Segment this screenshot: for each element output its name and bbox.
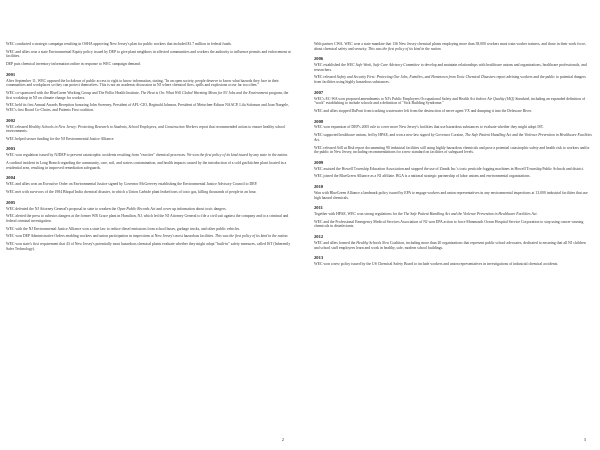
entry-italic-text: This was the first policy of its kind in the nation. <box>215 234 289 239</box>
entry-text: WEC co-sponsored with the BlueGreen Working Group and The Pollio Health Institute, <box>6 91 141 96</box>
year-heading: 2009 <box>314 159 324 165</box>
timeline-entry <box>314 220 592 229</box>
timeline-entry <box>6 50 292 59</box>
timeline-entry <box>6 207 292 212</box>
timeline-entry <box>314 63 592 72</box>
year-heading: 2008 <box>314 118 324 124</box>
entry-text: WEC held its first Annual Awards Reception honoring John Sweeney, President of AFL-CIO, Reginald Johnson, President of Metuchen-Edison NAACP, Lila Solomon and Joan Naegele, WEC's first Board Co-Chairs, and Patients First coalition. <box>6 103 289 112</box>
timeline-entry <box>314 109 592 114</box>
entry-italic-text: This was the first policy of its kind in the nation. <box>368 46 442 51</box>
entry-italic-text: Open Public Records Act <box>117 206 156 211</box>
entry-text: WEC helped secure funding for the NJ Environmental Justice Alliance. <box>6 136 115 141</box>
entry-text: WEC and the Professional Emergency Medical Services Association of NJ won EPA action to force Monmouth Ocean Hospital Service Corporation to stop using cancer-causing chemicals in disinfectants. <box>314 219 584 229</box>
entry-text: WEC's EC-WA won proposed amendments to NJ's Public Employees Occupational Safety and Health Act <box>314 96 477 101</box>
entry-italic-text: We won the first policy of its kind issued by any state in the nation. <box>186 153 289 158</box>
entry-text: WEC and allies formed the <box>314 240 357 245</box>
entry-italic-text: The Safe Patient Handling Act <box>464 133 512 138</box>
entry-text: WEC alerted the press to asbestos dangers at the former WR Grace plant in Hamilton, NJ, which led the NJ Attorney General to file a civil suit against the company and to a criminal and federal criminal investigation. <box>6 214 289 223</box>
timeline-entry <box>314 174 592 179</box>
timeline-entry <box>6 190 292 195</box>
timeline-entry <box>6 125 292 134</box>
entry-text: WEC met with survivors of the 1984 Bhopal India chemical disaster, in which a Union Carbide plant leaked tons of toxic gas, killing thousands of people in an hour. <box>6 190 257 195</box>
entry-italic-text: The Heat is On: What Will Global Warming Mean for NJ Jobs and the Environment <box>140 91 268 96</box>
timeline-entry <box>6 42 292 47</box>
entry-text: WEC won a new policy issued by the US Chemical Safety Board to include workers and union representatives in investigations of industrial chemical accidents. <box>314 262 559 267</box>
entry-text: , including an expanded definition of "work" establishing to include schools and a definition of "Sick Building Syndrome." <box>314 96 586 106</box>
entry-text: Together with HPAE, WEC won strong regulations for the <box>314 212 404 217</box>
year-heading: 2010 <box>314 184 324 190</box>
timeline-entry <box>314 97 592 106</box>
timeline-entry <box>314 75 592 84</box>
entry-text: WEC defeated the NJ Attorney General's proposal in state to weaken the <box>6 206 118 211</box>
entry-text: WEC supported healthcare unions, led by HPAE, and won a new law signed by Governor Corzine, <box>314 133 465 138</box>
timeline-entry <box>314 212 592 217</box>
entry-text: WEC and allies stopped DuPont from trucking wastewater left from the destruction of nerve agent VX and dumping it into the Delaware River. <box>314 108 532 113</box>
entry-italic-text: The Safe Patient Handling Act and the Violence Prevention in Healthcare Facilities Act. <box>403 212 538 217</box>
entry-text: WEC established the <box>314 63 347 68</box>
timeline-entry <box>6 137 292 142</box>
timeline-entry <box>6 153 292 158</box>
timeline-entry <box>6 79 292 88</box>
entry-text: DEP puts chemical inventory information online in response to WEC campaign demand. <box>6 62 141 67</box>
year-heading: 2004 <box>6 175 16 181</box>
entry-italic-text: Still at Risk <box>336 145 355 150</box>
year-heading: 2005 <box>6 199 16 205</box>
year-heading: 2012 <box>314 234 324 240</box>
entry-text: to develop and maintain relationships with healthcare unions and organizations, healthcare professionals, and researchers. <box>314 63 587 72</box>
timeline-entry <box>314 42 592 51</box>
entry-text: program, the first workshop in NJ on climate change for workers. <box>6 91 289 100</box>
entry-italic-text: Safety and Security First: Protecting Our Jobs, Families, and Hometown from Toxic Chemical Disasters <box>336 75 496 80</box>
entry-text: Won with BlueGreen Alliance a landmark policy issued by EPA to engage workers and union representatives in any environmental inspections at 13,000 industrial facilities that use high hazard chemicals. <box>314 190 588 200</box>
entry-text: Coalition, including more than 20 organizations that represent public school advocates, dedicated to ensuring that all NJ children and school staff employees learn and work in healthy, safe, modern school buildings. <box>314 240 586 250</box>
timeline-entry <box>314 133 592 142</box>
entry-text: WEC released <box>314 75 337 80</box>
right-page <box>300 0 600 450</box>
entry-text: WEC won state's first requirement that 43 of New Jersey's potentially most hazardous chemical plants evaluate whether they might adopt "built-in" safety measures, called IST (Inherently Safer Technology). <box>6 242 291 251</box>
year-heading: 2002 <box>6 117 16 123</box>
entry-italic-text: Healthy Schools Now <box>356 240 389 245</box>
timeline-entry <box>314 262 592 267</box>
timeline-entry <box>314 191 592 200</box>
timeline-entry <box>6 103 292 112</box>
entry-text: WEC released <box>314 145 337 150</box>
timeline-entry <box>314 125 592 130</box>
entry-text: WEC released <box>6 124 29 129</box>
year-heading: 2006 <box>314 56 324 62</box>
timeline-entry <box>314 167 592 172</box>
entry-text: WEC and allies won an Executive Order on Environmental Justice signed by Governor McGreevey establishing the Environmental Justice Advisory Council to DEP. <box>6 182 258 187</box>
entry-text: and cover up information about toxic dangers. <box>155 206 227 211</box>
timeline-entry <box>6 242 292 251</box>
entry-italic-text: Violence Prevention in Healthcare Facilities Act. <box>314 133 592 142</box>
page-number-right: 3 <box>583 437 586 442</box>
left-page-content <box>6 42 292 251</box>
entry-text: and the <box>511 133 525 138</box>
page-number-left: 2 <box>281 437 284 442</box>
timeline-entry <box>6 234 292 239</box>
timeline-entry <box>314 146 592 155</box>
entry-text: With partner CWA, WEC won a state mandate that 136 New Jersey chemical plants employing more than 38,000 workers must train worker trainers, and those in their work force, about chemical safety and security. <box>314 42 587 51</box>
timeline-entry <box>6 161 292 170</box>
year-heading: 2001 <box>6 71 16 77</box>
timeline-entry <box>6 91 292 100</box>
entry-text: report documenting 90 industrial facilities still using highly hazardous chemicals and pose a potential catastrophic safety and health risk to workers and/or the public in New Jersey, including recommendations for a new standard on facilities of safeguard levels. <box>314 145 590 155</box>
entry-text: WEC joined the BlueGreen Alliance as a NJ affiliate. BGA is a national strategic partnership of labor unions and environmental organizations. <box>314 174 531 179</box>
right-page-content <box>314 42 592 267</box>
timeline-entry <box>6 214 292 223</box>
entry-text: WEC and allies won a state Environmental Equity policy issued by DEP to give plant neighbors in affected communities and workers the authority to influence permits and enforcement at facilities. <box>6 49 291 59</box>
entry-text: report advising workers and the public to potential dangers from facilities using highly hazardous substances. <box>314 75 586 85</box>
year-heading: 2003 <box>6 146 16 152</box>
year-heading: 2007 <box>314 89 324 95</box>
entry-text: report that recommended action to ensure healthy school environments. <box>6 124 286 134</box>
timeline-entry <box>6 227 292 232</box>
entry-text: After September 11, WEC opposed the lockdown of public access to right to know information, stating, "In an open society, people deserve to know what hazards they face in their communities and workplaces so they can protect themselves. This is not an academic discussion in NJ where chemical fires, spills and explosions occur far too often." <box>6 78 279 88</box>
entry-text: WEC won expansion of DEP's 2005 rule to cover more New Jersey's facilities that use hazardous substances to evaluate whether they might adopt IST. <box>314 125 544 130</box>
entry-text: WEC won DEP Administrative Orders enabling workers and union participation in inspections at New Jersey's most hazardous facilities. <box>6 234 216 239</box>
entry-italic-text: WEC Safe Work, Safe Care Advisory Committee <box>346 63 420 68</box>
entry-italic-text: Healthy Schools in New Jersey: Protecting Research to Students, School Employees, and Construction Workers <box>28 124 199 129</box>
entry-text: WEC assisted the Howell Township Education Association and stopped the use of Zinnik Inc.'s toxic pesticide fogging machines in Howell Township Public Schools and district. <box>314 166 584 171</box>
year-heading: 2013 <box>314 255 324 261</box>
entry-text: WEC conducted a strategic campaign resulting in OSHA approving New Jersey's plan for public workers that included $1.7 million in federal funds. <box>6 42 232 46</box>
timeline-entry <box>314 241 592 250</box>
timeline-entry <box>6 182 292 187</box>
entry-text: A cardinal incident in Long Branch regarding the community, care, soil, and waters contamination, and health impacts caused by the introduction of a cold gas/kitchen plant located in a residential area, resulting in improved remediation safeguards. <box>6 161 287 170</box>
entry-text: WEC with the NJ Environmental Justice Alliance won a state law to reduce diesel emissions from school buses, garbage trucks, and other public vehicles. <box>6 226 241 231</box>
year-heading: 2011 <box>314 205 323 211</box>
timeline-entry <box>6 62 292 67</box>
entry-text: WEC won regulation issued by NJDEP to prevent catastrophic accidents resulting from "reactive" chemical processes. <box>6 153 187 158</box>
entry-italic-text: Indoor Air Quality (IAQ) Standard <box>476 96 530 101</box>
